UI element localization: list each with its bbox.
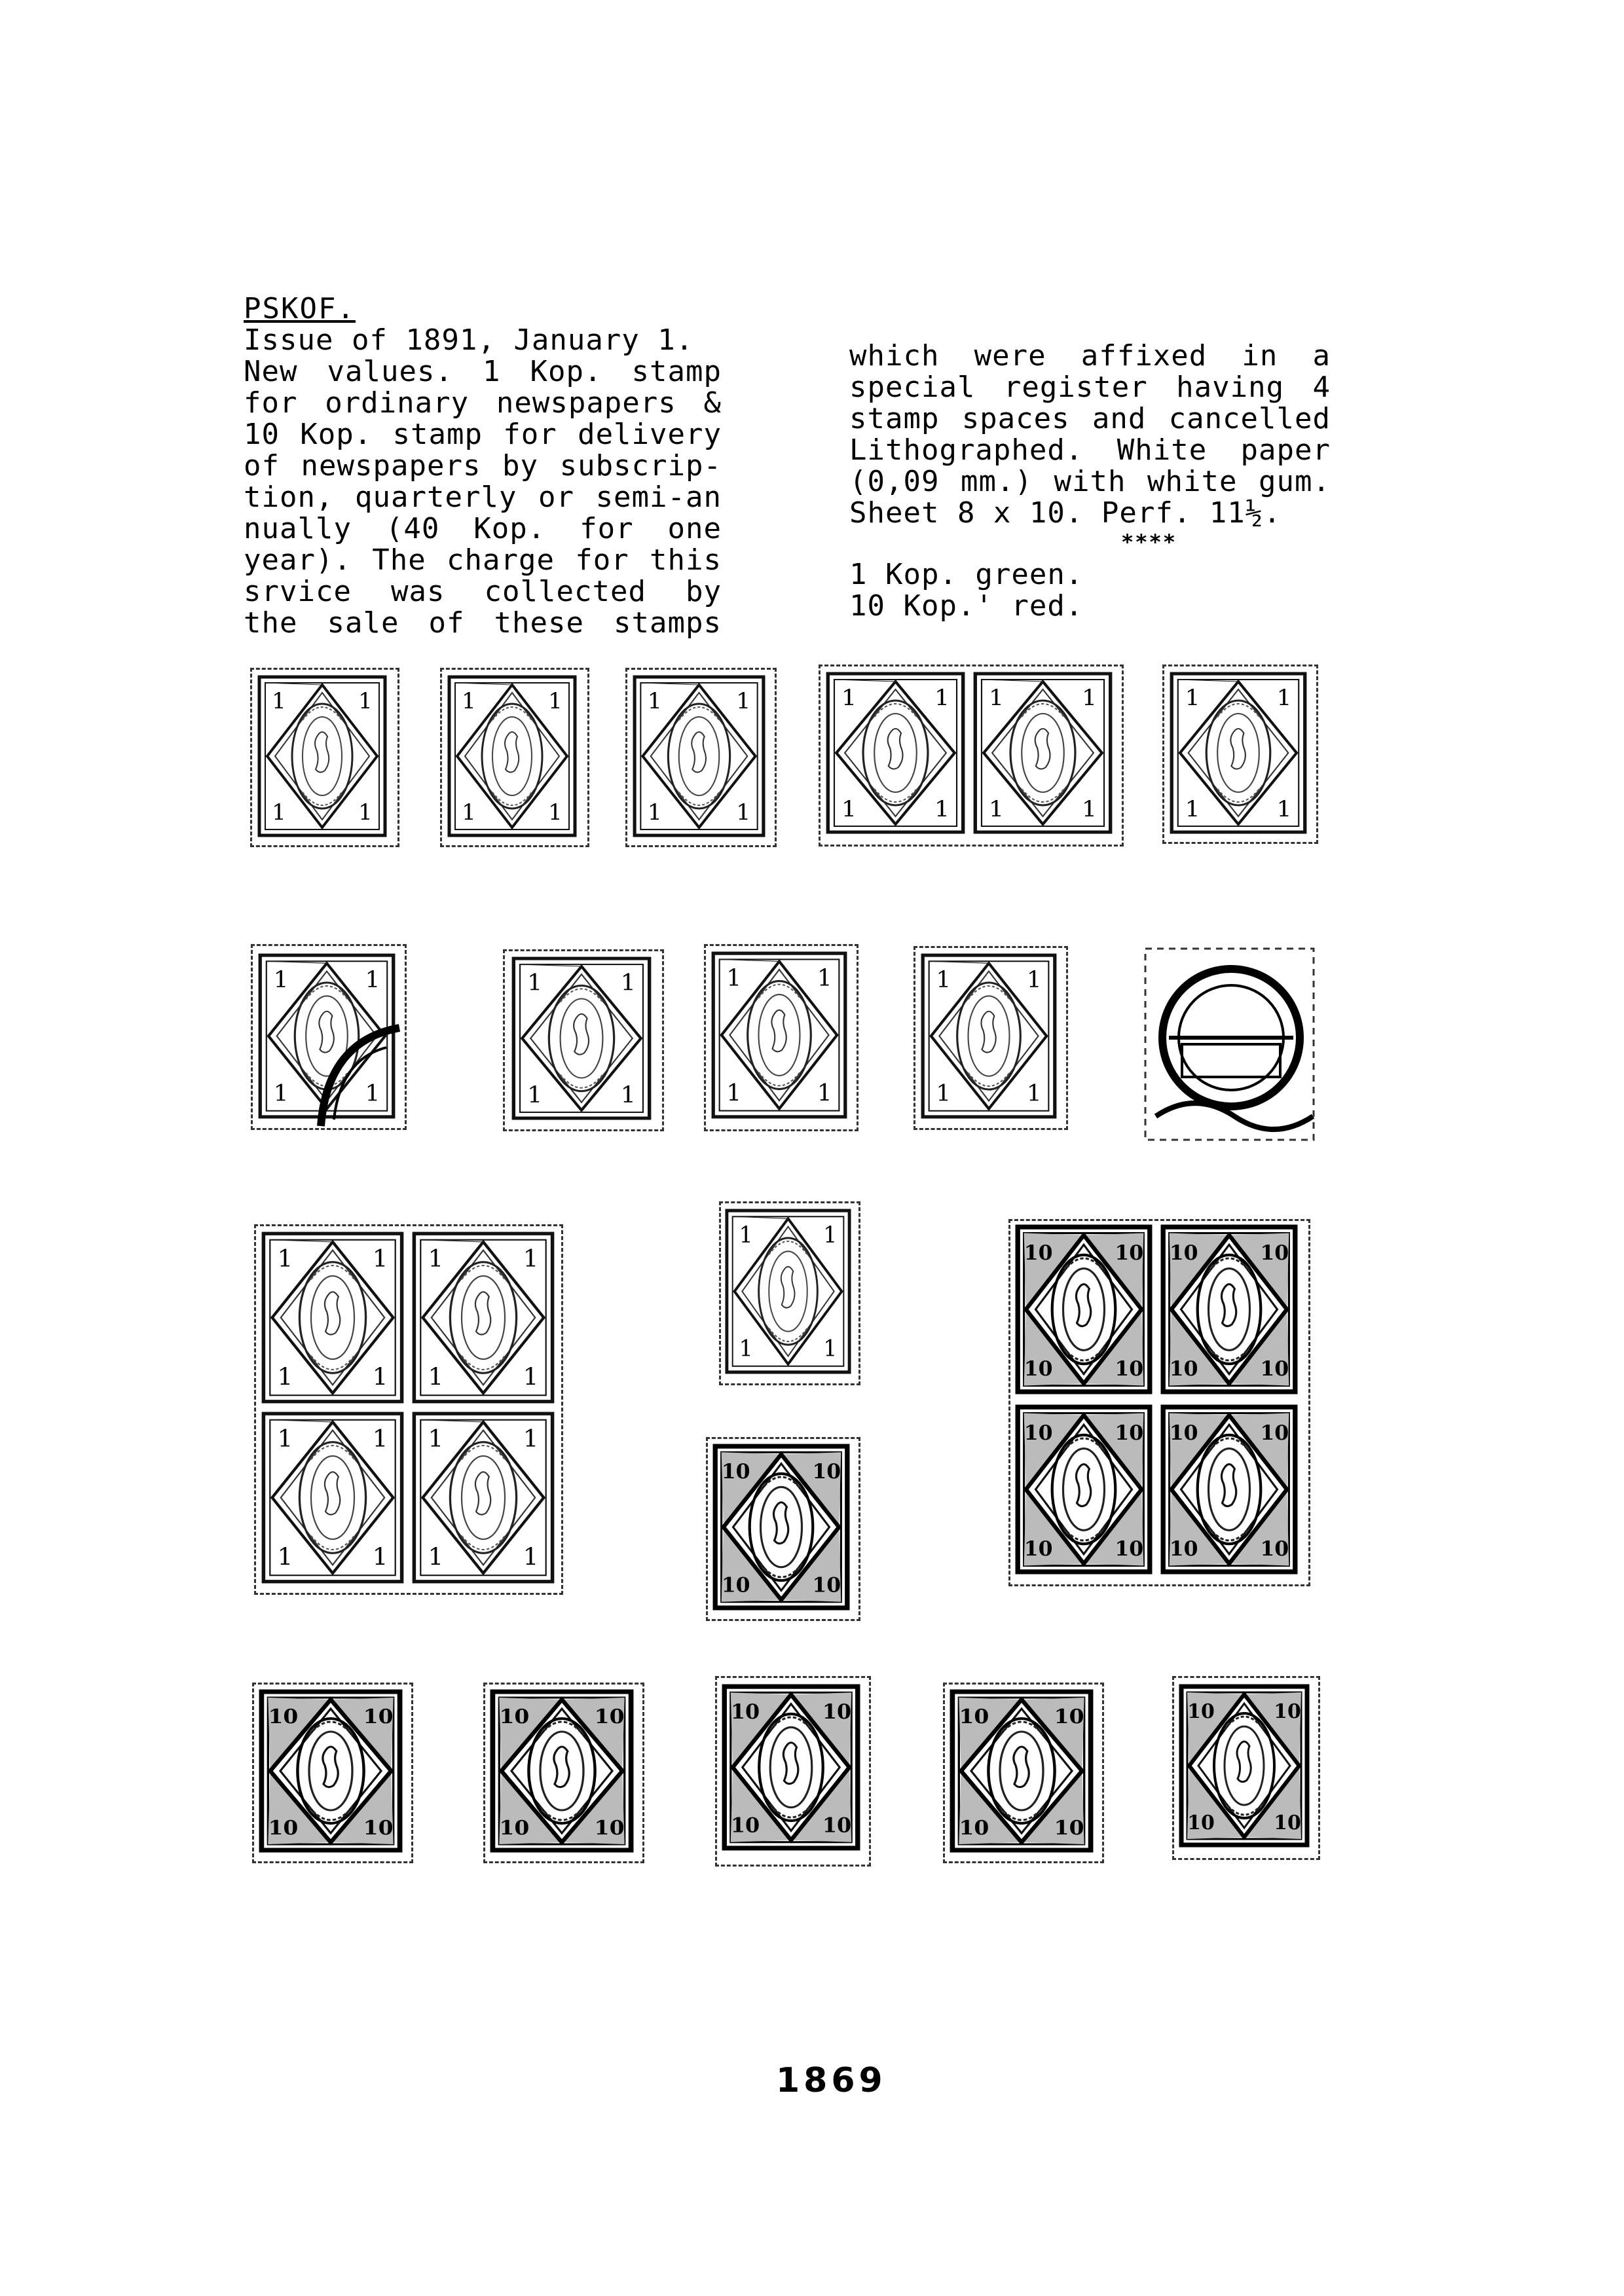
stamp-value-label: 10 — [1115, 1537, 1144, 1561]
right-line: Sheet 8 x 10. Perf. 11½. — [849, 496, 1282, 530]
stamp-value-label: 1 — [372, 1542, 388, 1571]
stamp-value-label: 10 — [1260, 1421, 1289, 1446]
postmark-arc — [308, 1021, 406, 1133]
stamp-1-kop — [1169, 671, 1308, 835]
page-number: 1869 — [776, 2061, 887, 2100]
stamp-value-label: 1 — [1081, 796, 1098, 822]
postmark-cancellation — [1143, 946, 1316, 1142]
stamp-value-label: 1 — [620, 970, 636, 996]
stamp-10-kop — [712, 1444, 850, 1611]
stamp-value-label: 1 — [365, 1080, 380, 1107]
left-line: the sale of these stamps — [244, 606, 722, 640]
stamp-value-label: 1 — [736, 799, 751, 826]
color-line: 1 Kop. green. — [849, 558, 1084, 591]
stamp-value-label: 1 — [739, 1335, 753, 1362]
stamp-value-label: 1 — [428, 1362, 444, 1391]
left-line: year). The charge for this — [244, 543, 722, 577]
stamp-10-kop — [490, 1689, 634, 1853]
stamp-value-label: 1 — [523, 1542, 539, 1571]
stamp-value-label: 1 — [988, 796, 1005, 822]
stamp-value-label: 1 — [277, 1362, 293, 1391]
stamp-value-label: 10 — [1187, 1700, 1215, 1723]
stamp-value-label: 1 — [1276, 684, 1292, 711]
stamp-10-kop — [1160, 1404, 1298, 1575]
stamp-1-kop — [257, 674, 388, 838]
left-text-column — [244, 325, 722, 639]
stamp-value-label: 10 — [1115, 1357, 1144, 1381]
stamp-value-label: 1 — [428, 1425, 444, 1453]
stamp-value-label: 10 — [822, 1813, 852, 1838]
stamp-value-label: 1 — [548, 799, 563, 826]
stamp-value-label: 1 — [817, 1080, 832, 1107]
stamp-value-label: 10 — [1187, 1812, 1215, 1834]
stamp-value-label: 1 — [934, 796, 950, 822]
stamp-value-label: 1 — [523, 1425, 539, 1453]
stamp-value-label: 1 — [372, 1425, 388, 1453]
right-text-column — [849, 340, 1331, 622]
stamp-value-label: 1 — [988, 685, 1005, 711]
stamp-value-label: 10 — [721, 1460, 750, 1484]
stamp-10-kop — [259, 1689, 403, 1853]
stamp-value-label: 1 — [823, 1335, 838, 1362]
stamp-value-label: 1 — [1081, 685, 1098, 711]
left-line: 10 Kop. stamp for delivery — [244, 418, 722, 451]
stamp-value-label: 1 — [523, 1362, 539, 1391]
stamp-value-label: 10 — [1274, 1812, 1301, 1834]
stamp-value-label: 10 — [594, 1816, 625, 1840]
stamp-1-kop — [411, 1411, 555, 1584]
stamp-value-label: 1 — [1026, 1080, 1042, 1107]
left-line: Issue of 1891, January 1. — [244, 323, 694, 357]
stamp-10-kop — [1015, 1404, 1153, 1575]
stamp-value-label: 10 — [268, 1816, 299, 1840]
stamp-value-label: 1 — [358, 688, 373, 714]
left-line: New values. 1 Kop. stamp — [244, 355, 722, 388]
stamp-10-kop — [1179, 1684, 1310, 1848]
stamp-value-label: 10 — [1169, 1241, 1198, 1266]
left-line: srvice was collected by — [244, 575, 722, 608]
stamp-value-label: 10 — [1169, 1537, 1198, 1561]
stamp-value-label: 10 — [1024, 1357, 1053, 1381]
stamp-value-label: 10 — [1274, 1700, 1301, 1723]
stamp-value-label: 1 — [365, 966, 380, 993]
left-line: tion, quarterly or semi-an — [244, 481, 722, 514]
stamp-value-label: 1 — [428, 1245, 444, 1273]
stamp-value-label: 10 — [1115, 1421, 1144, 1446]
stamp-1-kop — [972, 671, 1113, 835]
stamp-value-label: 10 — [1115, 1241, 1144, 1266]
stamp-value-label: 10 — [363, 1816, 394, 1840]
stamp-value-label: 1 — [1026, 966, 1042, 993]
stamp-value-label: 10 — [959, 1816, 989, 1840]
stamp-value-label: 1 — [647, 688, 662, 714]
stamp-value-label: 1 — [934, 685, 950, 711]
stamp-1-kop — [825, 671, 966, 835]
right-line: special register having 4 — [849, 371, 1331, 404]
stamp-value-label: 1 — [462, 799, 476, 826]
stamp-value-label: 10 — [268, 1705, 299, 1728]
stamp-1-kop — [710, 951, 848, 1120]
stamp-value-label: 1 — [277, 1542, 293, 1571]
stamp-value-label: 1 — [272, 799, 286, 826]
stamp-value-label: 1 — [527, 970, 543, 996]
stamp-value-label: 10 — [1054, 1816, 1084, 1840]
stamp-value-label: 1 — [462, 688, 476, 714]
stamp-value-label: 10 — [730, 1813, 760, 1838]
stamp-value-label: 10 — [1024, 1421, 1053, 1446]
stamp-1-kop — [632, 674, 766, 838]
stamp-value-label: 1 — [273, 966, 289, 993]
right-line: which were affixed in a — [849, 339, 1331, 373]
left-line: for ordinary newspapers & — [244, 386, 722, 420]
stamp-1-kop — [447, 674, 578, 838]
stamp-value-label: 1 — [620, 1082, 636, 1108]
stamp-value-label: 10 — [822, 1700, 852, 1724]
stamp-value-label: 10 — [730, 1700, 760, 1724]
stamp-10-kop — [1160, 1224, 1298, 1394]
right-line: (0,09 mm.) with white gum. — [849, 465, 1331, 498]
color-line: 10 Kop.' red. — [849, 589, 1084, 623]
stamp-value-label: 10 — [1024, 1537, 1053, 1561]
stamp-value-label: 1 — [817, 964, 832, 992]
stamp-value-label: 1 — [841, 796, 857, 822]
stamp-value-label: 1 — [936, 966, 951, 993]
stamp-value-label: 10 — [812, 1573, 841, 1597]
stamp-10-kop — [722, 1684, 860, 1851]
stamp-value-label: 1 — [277, 1245, 293, 1273]
stamp-1-kop — [261, 1411, 405, 1584]
stamp-value-label: 1 — [277, 1425, 293, 1453]
stamp-value-label: 1 — [1185, 684, 1200, 711]
stamp-value-label: 10 — [1260, 1241, 1289, 1266]
stamp-value-label: 1 — [823, 1222, 838, 1248]
stamp-value-label: 1 — [272, 688, 286, 714]
stamp-value-label: 10 — [812, 1460, 841, 1484]
right-line: Lithographed. White paper — [849, 433, 1331, 467]
stamp-value-label: 1 — [739, 1222, 753, 1248]
stamp-value-label: 10 — [1169, 1421, 1198, 1446]
stamp-value-label: 1 — [841, 685, 857, 711]
stamp-10-kop — [950, 1689, 1094, 1853]
stamp-value-label: 1 — [527, 1082, 543, 1108]
stamp-value-label: 1 — [372, 1362, 388, 1391]
stamp-value-label: 1 — [372, 1245, 388, 1273]
stamp-value-label: 1 — [726, 1080, 742, 1107]
stamp-value-label: 10 — [1024, 1241, 1053, 1266]
stamp-value-label: 1 — [358, 799, 373, 826]
stamp-value-label: 10 — [499, 1705, 530, 1728]
stamp-value-label: 1 — [736, 688, 751, 714]
right-line: stamp spaces and cancelled — [849, 402, 1331, 435]
stamp-value-label: 1 — [428, 1542, 444, 1571]
stamp-1-kop — [920, 953, 1058, 1120]
stamp-1-kop — [261, 1231, 405, 1404]
stamp-value-label: 1 — [273, 1080, 289, 1107]
left-line: nually (40 Kop. for one — [244, 512, 722, 545]
stamp-value-label: 1 — [936, 1080, 951, 1107]
left-line: of newspapers by subscrip- — [244, 449, 722, 483]
separator: **** — [1120, 530, 1177, 555]
stamp-value-label: 1 — [523, 1245, 539, 1273]
stamp-value-label: 10 — [363, 1705, 394, 1728]
stamp-value-label: 10 — [959, 1705, 989, 1728]
stamp-1-kop — [724, 1208, 852, 1375]
stamp-value-label: 10 — [594, 1705, 625, 1728]
stamp-value-label: 10 — [1260, 1537, 1289, 1561]
stamp-value-label: 10 — [1054, 1705, 1084, 1728]
stamp-value-label: 10 — [1169, 1357, 1198, 1381]
stamp-value-label: 1 — [1185, 795, 1200, 822]
stamp-1-kop — [511, 956, 652, 1121]
stamp-value-label: 1 — [1276, 795, 1292, 822]
stamp-value-label: 10 — [721, 1573, 750, 1597]
stamp-value-label: 10 — [1260, 1357, 1289, 1381]
stamp-value-label: 10 — [499, 1816, 530, 1840]
stamp-value-label: 1 — [647, 799, 662, 826]
section-heading: PSKOF. — [244, 292, 356, 325]
stamp-10-kop — [1015, 1224, 1153, 1394]
stamp-value-label: 1 — [726, 964, 742, 992]
stamp-value-label: 1 — [548, 688, 563, 714]
stamp-1-kop — [411, 1231, 555, 1404]
